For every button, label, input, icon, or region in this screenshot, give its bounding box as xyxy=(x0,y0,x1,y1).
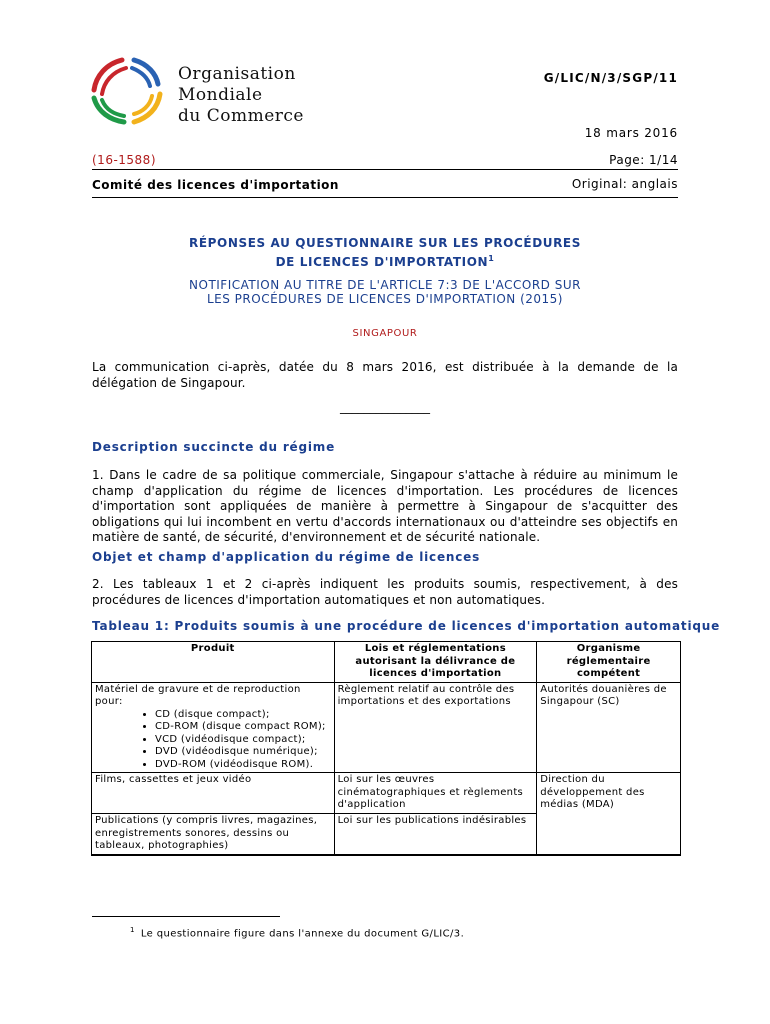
organisation-name xyxy=(178,64,304,127)
list-item: • CD (disque compact); xyxy=(155,709,331,722)
intro-paragraph: La communication ci-après, datée du 8 mars 2016, est distribuée à la demande de la délégation de Singapour. xyxy=(92,360,678,390)
list-item: • VCD (vidéodisque compact); xyxy=(155,734,331,747)
page-number: Page: 1/14 xyxy=(609,153,678,167)
country-name: SINGAPOUR xyxy=(352,328,418,339)
org-line-3: du Commerce xyxy=(178,106,304,126)
cell-product xyxy=(92,682,335,773)
header-agency: Organisme réglementaire compétent xyxy=(537,642,681,683)
list-item: • DVD (vidéodisque numérique); xyxy=(155,746,331,759)
separator-line: _______________ xyxy=(340,400,430,414)
table-caption: Tableau 1: Produits soumis à une procédure de licences d'importation automatique xyxy=(92,619,721,633)
table-automatic-licensing xyxy=(91,641,681,856)
product-text: Matériel de gravure et de reproduction pour: xyxy=(95,683,301,707)
org-line-1: Organisation xyxy=(178,64,296,84)
title-line-2-text: DE LICENCES D'IMPORTATION xyxy=(275,255,489,269)
header-rule-2 xyxy=(92,197,678,198)
list-item: • DVD-ROM (vidéodisque ROM). xyxy=(155,759,331,772)
document-symbol: G/LIC/N/3/SGP/11 xyxy=(543,71,678,85)
table-row xyxy=(92,773,681,814)
title-line-1: RÉPONSES AU QUESTIONNAIRE SUR LES PROCÉDURES xyxy=(189,236,581,250)
document-reference: (16-1588) xyxy=(92,153,157,167)
product-list xyxy=(95,709,331,772)
cell-law: Loi sur les œuvres cinématographiques et règlements d'application xyxy=(334,773,537,814)
cell-product: Publications (y compris livres, magazines, enregistrements sonores, dessins ou tableaux, photographies) xyxy=(92,814,335,855)
cell-product: Films, cassettes et jeux vidéo xyxy=(92,773,335,814)
original-language: Original: anglais xyxy=(571,177,678,191)
cell-agency: Autorités douanières de Singapour (SC) xyxy=(537,682,681,773)
list-item: • CD-ROM (disque compact ROM); xyxy=(155,721,331,734)
footnote-number: 1 xyxy=(130,926,135,934)
footnote-text: Le questionnaire figure dans l'annexe du document G/LIC/3. xyxy=(140,928,465,940)
subtitle-line-1: NOTIFICATION AU TITRE DE L'ARTICLE 7:3 DE L'ACCORD SUR xyxy=(189,278,581,292)
document-title xyxy=(92,236,678,270)
cell-agency: Direction du développement des médias (MDA) xyxy=(537,773,681,855)
paragraph-2: 2. Les tableaux 1 et 2 ci-après indiquent les produits soumis, respectivement, à des procédures de licences d'importation automatiques et non automatiques. xyxy=(92,577,678,607)
document-subtitle xyxy=(92,278,678,306)
document-date: 18 mars 2016 xyxy=(584,126,678,140)
title-line-2 xyxy=(92,251,678,270)
header-rule xyxy=(92,169,678,170)
header-laws: Lois et réglementations autorisant la délivrance de licences d'importation xyxy=(334,642,537,683)
header-product: Produit xyxy=(92,642,335,683)
wto-logo-icon xyxy=(84,54,174,128)
paragraph-1: 1. Dans le cadre de sa politique commerciale, Singapour s'attache à réduire au minimum le champ d'application du régime de licences d'importation. Les procédures de licences d'importation sont appliquées de manière à permettre à Singapour de s'acquitter des obligations qui lui incombent en vertu d'accords internationaux ou d'atteindre ses objectifs en matière de santé, de sécurité, d'environnement et de sécurité nationale. xyxy=(92,468,678,544)
section-heading-scope: Objet et champ d'application du régime de licences xyxy=(92,550,481,564)
footnote-rule xyxy=(92,916,280,917)
org-line-2: Mondiale xyxy=(178,85,263,105)
footnote-ref: 1 xyxy=(488,254,495,263)
subtitle-line-2: LES PROCÉDURES DE LICENCES D'IMPORTATION (2015) xyxy=(206,292,563,306)
cell-law: Loi sur les publications indésirables xyxy=(334,814,537,855)
table-row xyxy=(92,682,681,773)
table-header-row xyxy=(92,642,681,683)
cell-law: Règlement relatif au contrôle des importations et des exportations xyxy=(334,682,537,773)
committee-name: Comité des licences d'importation xyxy=(92,178,339,192)
footnote xyxy=(130,926,464,939)
section-heading-description: Description succincte du régime xyxy=(92,440,336,454)
